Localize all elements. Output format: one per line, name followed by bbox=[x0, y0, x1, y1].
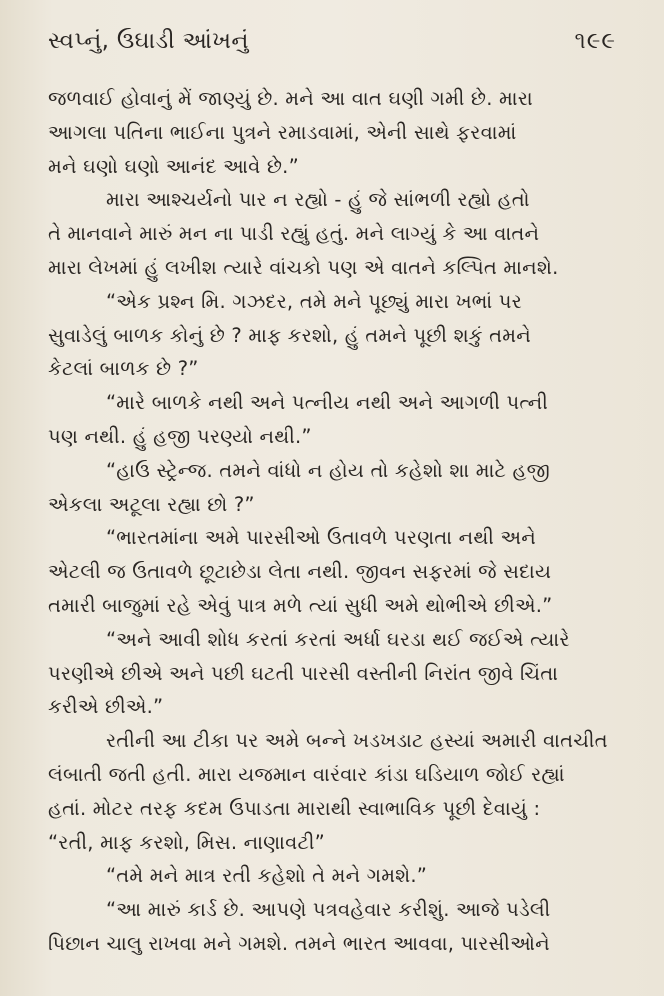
running-head: સ્વપ્નું, ઉઘાડી આંખનું bbox=[48, 28, 249, 54]
body-text bbox=[48, 82, 624, 961]
text-line: મારા લેખમાં હું લખીશ ત્યારે વાંચકો પણ એ વાતને કલ્પિત માનશે. bbox=[48, 255, 559, 279]
text-line: “રતી, માફ કરશો, મિસ. નાણાવટી” bbox=[48, 830, 325, 854]
text-line: એકલા અટૂલા રહ્યા છો ?” bbox=[48, 492, 255, 516]
text-line: “અને આવી શોધ કરતાં કરતાં અર્ધા ઘરડા થઈ જઈએ ત્યારે bbox=[106, 627, 570, 651]
text-line: પણ નથી. હું હજી પરણ્યો નથી.” bbox=[48, 424, 312, 448]
text-line: “એક પ્રશ્ન મિ. ગઝદર, તમે મને પૂછ્યું મારા ખભાં પર bbox=[106, 289, 522, 313]
text-line: સુવાડેલું બાળક કોનું છે ? માફ કરશો, હું તમને પૂછી શકું તમને bbox=[48, 323, 532, 347]
text-line: પરણીએ છીએ અને પછી ઘટતી પારસી વસ્તીની નિરાંત જીવે ચિંતા bbox=[48, 661, 559, 685]
text-line: પિછાન ચાલુ રાખવા મને ગમશે. તમને ભારત આવવા, પારસીઓને bbox=[48, 931, 550, 955]
text-line: તે માનવાને મારું મન ના પાડી રહ્યું હતું. મને લાગ્યું કે આ વાતને bbox=[48, 222, 540, 246]
text-line: “હાઉ સ્ટ્રેન્જ. તમને વાંધો ન હોય તો કહેશો શા માટે હજી bbox=[106, 458, 550, 482]
text-line: આગલા પતિના ભાઈના પુત્રને રમાડવામાં, એની સાથે ફરવામાં bbox=[48, 120, 517, 144]
text-line: કરીએ છીએ.” bbox=[48, 695, 164, 719]
page-header bbox=[48, 28, 616, 64]
page-number: ૧૯૯ bbox=[574, 28, 616, 54]
text-line: લંબાતી જતી હતી. મારા યજમાન વારંવાર કાંડા ઘડિયાળ જોઈ રહ્યાં bbox=[48, 762, 565, 786]
text-line: હતાં. મોટર તરફ કદમ ઉપાડતા મારાથી સ્વાભાવિક પૂછી દેવાયું : bbox=[48, 796, 541, 820]
text-line: એટલી જ ઉતાવળે છૂટાછેડા લેતા નથી. જીવન સફરમાં જે સદાય bbox=[48, 560, 552, 584]
text-line: “આ મારું કાર્ડ છે. આપણે પત્રવહેવાર કરીશું. આજે પડેલી bbox=[106, 898, 551, 922]
text-line: “મારે બાળકે નથી અને પત્નીય નથી અને આગળી પત્ની bbox=[106, 391, 549, 415]
text-line: “તમે મને માત્ર રતી કહેશો તે મને ગમશે.” bbox=[106, 864, 428, 888]
text-line: “ભારતમાંના અમે પારસીઓ ઉતાવળે પરણતા નથી અને bbox=[106, 526, 536, 550]
text-line: તમારી બાજુમાં રહે એવું પાત્ર મળે ત્યાં સુધી અમે થોભીએ છીએ.” bbox=[48, 593, 553, 617]
text-line: મારા આશ્ચર્યનો પાર ન રહ્યો - હું જે સાંભળી રહ્યો હતો bbox=[106, 188, 530, 212]
text-line: કેટલાં બાળક છે ?” bbox=[48, 357, 199, 381]
text-line: મને ઘણો ઘણો આનંદ આવે છે.” bbox=[48, 154, 299, 178]
text-line: રતીની આ ટીકા પર અમે બન્ને ખડખડાટ હસ્યાં અમારી વાતચીત bbox=[106, 729, 608, 753]
text-line: જળવાઈ હોવાનું મેં જાણ્યું છે. મને આ વાત ઘણી ગમી છે. મારા bbox=[48, 87, 533, 110]
